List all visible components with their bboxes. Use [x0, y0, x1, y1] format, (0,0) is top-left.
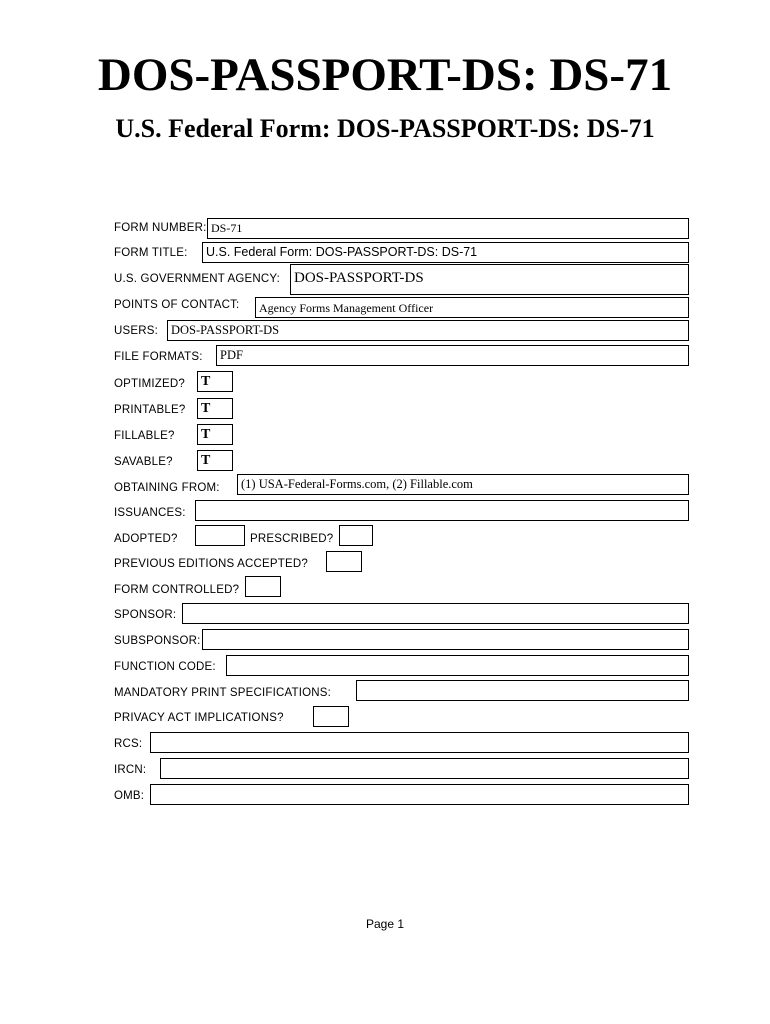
- omb-label: OMB:: [114, 790, 145, 802]
- function-code-field[interactable]: [226, 655, 689, 676]
- previous-editions-label: PREVIOUS EDITIONS ACCEPTED?: [114, 558, 308, 570]
- file-formats-field[interactable]: PDF: [216, 345, 689, 366]
- form-number-field[interactable]: DS-71: [207, 218, 689, 239]
- subsponsor-label: SUBSPONSOR:: [114, 635, 201, 647]
- file-formats-label: FILE FORMATS:: [114, 351, 203, 363]
- fillable-label: FILLABLE?: [114, 430, 175, 442]
- form-controlled-label: FORM CONTROLLED?: [114, 584, 240, 596]
- prescribed-label: PRESCRIBED?: [250, 533, 334, 545]
- savable-field[interactable]: T: [197, 450, 233, 471]
- form-controlled-field[interactable]: [245, 576, 281, 597]
- adopted-label: ADOPTED?: [114, 533, 178, 545]
- printable-field[interactable]: T: [197, 398, 233, 419]
- sponsor-field[interactable]: [182, 603, 689, 624]
- fillable-field[interactable]: T: [197, 424, 233, 445]
- users-field[interactable]: DOS-PASSPORT-DS: [167, 320, 689, 341]
- adopted-field[interactable]: [195, 525, 245, 546]
- form-title-field[interactable]: U.S. Federal Form: DOS-PASSPORT-DS: DS-71: [202, 242, 689, 263]
- sponsor-label: SPONSOR:: [114, 609, 177, 621]
- rcs-field[interactable]: [150, 732, 689, 753]
- function-code-label: FUNCTION CODE:: [114, 661, 216, 673]
- obtaining-field[interactable]: (1) USA-Federal-Forms.com, (2) Fillable.com: [237, 474, 689, 495]
- rcs-label: RCS:: [114, 738, 143, 750]
- optimized-label: OPTIMIZED?: [114, 378, 186, 390]
- agency-label: U.S. GOVERNMENT AGENCY:: [114, 273, 281, 285]
- subsponsor-field[interactable]: [202, 629, 689, 650]
- page-number: Page 1: [365, 917, 405, 931]
- obtaining-label: OBTAINING FROM:: [114, 482, 220, 494]
- savable-label: SAVABLE?: [114, 456, 173, 468]
- ircn-label: IRCN:: [114, 764, 147, 776]
- previous-editions-field[interactable]: [326, 551, 362, 572]
- contact-field[interactable]: Agency Forms Management Officer: [255, 297, 689, 318]
- printable-label: PRINTABLE?: [114, 404, 186, 416]
- mandatory-print-label: MANDATORY PRINT SPECIFICATIONS:: [114, 687, 332, 699]
- optimized-field[interactable]: T: [197, 371, 233, 392]
- users-label: USERS:: [114, 325, 159, 337]
- ircn-field[interactable]: [160, 758, 689, 779]
- contact-label: POINTS OF CONTACT:: [114, 299, 240, 311]
- mandatory-print-field[interactable]: [356, 680, 689, 701]
- prescribed-field[interactable]: [339, 525, 373, 546]
- privacy-act-label: PRIVACY ACT IMPLICATIONS?: [114, 712, 284, 724]
- agency-field[interactable]: DOS-PASSPORT-DS: [290, 264, 689, 295]
- privacy-act-field[interactable]: [313, 706, 349, 727]
- issuances-field[interactable]: [195, 500, 689, 521]
- form-title-label: FORM TITLE:: [114, 247, 188, 259]
- form-number-label: FORM NUMBER:: [114, 222, 207, 234]
- issuances-label: ISSUANCES:: [114, 507, 186, 519]
- omb-field[interactable]: [150, 784, 689, 805]
- page-subtitle: U.S. Federal Form: DOS-PASSPORT-DS: DS-71: [115, 114, 655, 143]
- page-title: DOS-PASSPORT-DS: DS-71: [97, 49, 673, 101]
